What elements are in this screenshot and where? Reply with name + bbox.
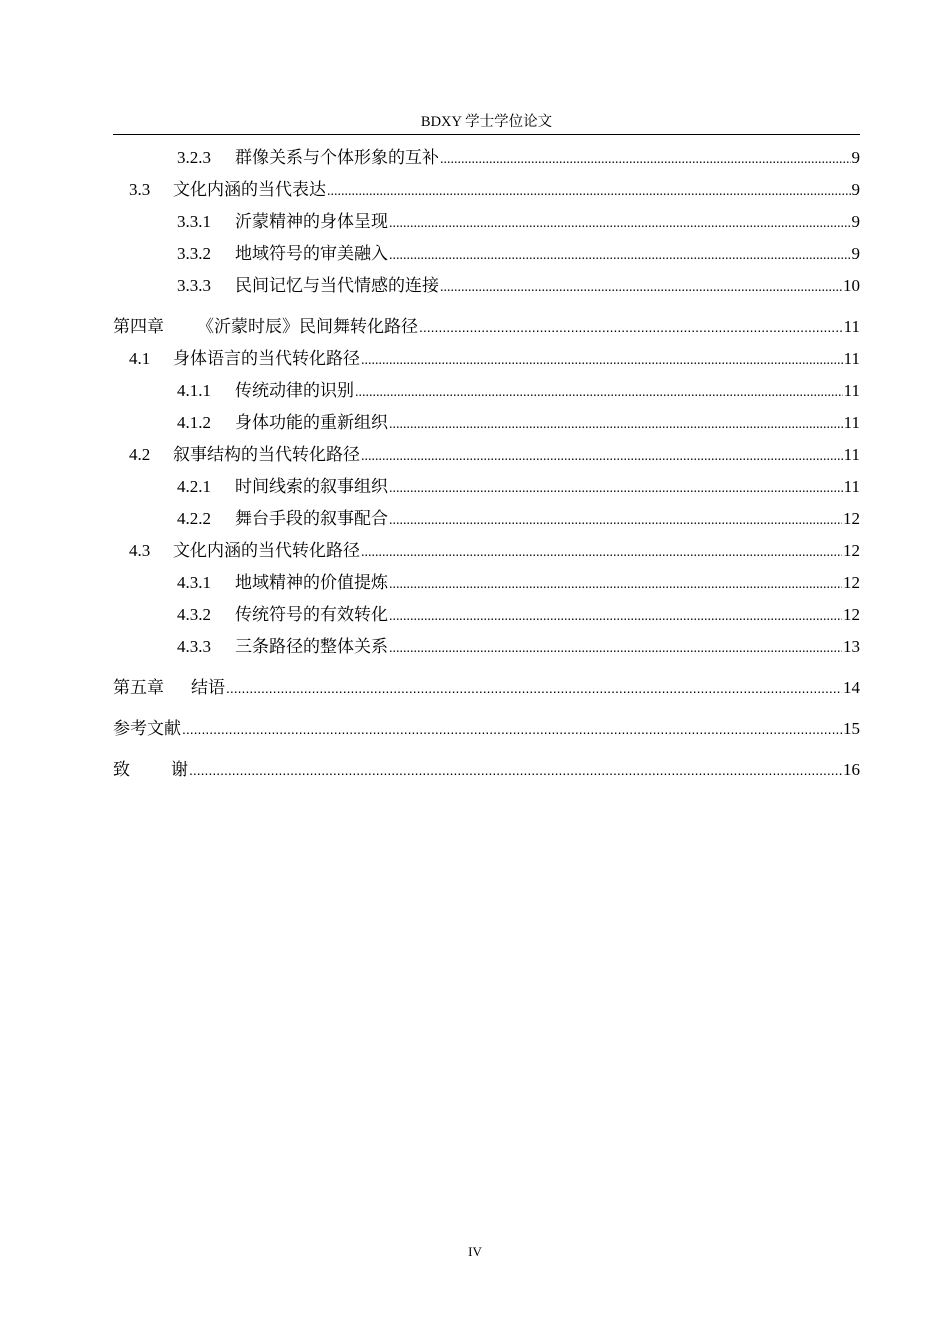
toc-entry-number: 4.1: [129, 349, 151, 368]
toc-entry-title: 叙事结构的当代转化路径: [173, 445, 360, 464]
toc-entry[interactable]: [113, 270, 860, 302]
toc-entry-number: 致: [113, 760, 130, 779]
toc-entry[interactable]: [113, 174, 860, 206]
toc-entry[interactable]: [113, 407, 860, 439]
toc-entry-page: 10: [843, 276, 860, 295]
toc-entry-title: 谢: [171, 760, 188, 779]
toc-dot-leader: [419, 311, 843, 343]
toc-entry-number: 4.2.1: [177, 477, 211, 496]
toc-dot-leader: [389, 601, 842, 633]
toc-entry[interactable]: [113, 471, 860, 503]
toc-entry-number: 4.3: [129, 541, 151, 560]
toc-entry[interactable]: [113, 713, 860, 745]
toc-entry-page: 11: [843, 317, 860, 336]
toc-entry-page: 12: [843, 509, 860, 528]
toc-entry-page: 9: [851, 212, 860, 231]
toc-dot-leader: [389, 208, 851, 240]
toc-entry[interactable]: [113, 311, 860, 343]
toc-entry-title: 文化内涵的当代表达: [173, 180, 326, 199]
toc-entry-number: 3.2.3: [177, 148, 211, 167]
toc-entry[interactable]: [113, 206, 860, 238]
toc-entry-number: 3.3.1: [177, 212, 211, 231]
toc-dot-leader: [440, 144, 851, 176]
toc-entry-page: 11: [843, 413, 860, 432]
toc-entry-title: 三条路径的整体关系: [235, 637, 388, 656]
toc-entry-page: 11: [843, 381, 860, 400]
toc-entry-title: 传统动律的识别: [235, 381, 354, 400]
toc-dot-leader: [226, 672, 842, 704]
toc-entry-title: 《沂蒙时辰》民间舞转化路径: [197, 317, 418, 336]
page-header: [113, 113, 860, 135]
toc-dot-leader: [361, 441, 843, 473]
toc-entry-title: 结语: [191, 678, 225, 697]
toc-entry-number: 第四章: [113, 317, 164, 336]
toc-dot-leader: [389, 633, 842, 665]
toc-entry-page: 13: [843, 637, 860, 656]
toc-entry-title: 地域精神的价值提炼: [235, 573, 388, 592]
toc-entry-title: 身体语言的当代转化路径: [173, 349, 360, 368]
toc-dot-leader: [389, 473, 843, 505]
toc-entry-title: 时间线索的叙事组织: [235, 477, 388, 496]
toc-entry-page: 12: [843, 541, 860, 560]
toc-entry-number: 4.3.3: [177, 637, 211, 656]
toc-entry-page: 16: [843, 760, 860, 779]
toc-entry[interactable]: [113, 631, 860, 663]
toc-dot-leader: [389, 505, 842, 537]
toc-dot-leader: [189, 754, 842, 786]
toc-entry-title: 群像关系与个体形象的互补: [235, 148, 439, 167]
toc-dot-leader: [389, 569, 842, 601]
toc-entry-page: 11: [843, 349, 860, 368]
toc-entry[interactable]: [113, 142, 860, 174]
toc-entry-page: 11: [843, 477, 860, 496]
toc-dot-leader: [440, 272, 842, 304]
toc-dot-leader: [361, 345, 843, 377]
table-of-contents: [113, 142, 860, 786]
toc-dot-leader: [355, 377, 843, 409]
toc-entry-page: 11: [843, 445, 860, 464]
toc-entry-page: 9: [851, 244, 860, 263]
toc-entry[interactable]: [113, 503, 860, 535]
toc-entry[interactable]: [113, 439, 860, 471]
toc-entry-page: 12: [843, 573, 860, 592]
toc-entry-number: 4.1.2: [177, 413, 211, 432]
toc-entry-title: 沂蒙精神的身体呈现: [235, 212, 388, 231]
toc-dot-leader: [182, 713, 842, 745]
toc-entry-number: 3.3.3: [177, 276, 211, 295]
toc-entry-page: 9: [851, 148, 860, 167]
toc-entry-title: 文化内涵的当代转化路径: [173, 541, 360, 560]
toc-entry-number: 4.2.2: [177, 509, 211, 528]
toc-entry-title: 民间记忆与当代情感的连接: [235, 276, 439, 295]
toc-entry[interactable]: [113, 754, 860, 786]
toc-entry-number: 3.3.2: [177, 244, 211, 263]
toc-entry[interactable]: [113, 535, 860, 567]
toc-entry-title: 地域符号的审美融入: [235, 244, 388, 263]
toc-entry-title: 参考文献: [113, 719, 181, 738]
toc-entry-number: 4.2: [129, 445, 151, 464]
toc-entry[interactable]: [113, 343, 860, 375]
toc-entry-number: 4.3.2: [177, 605, 211, 624]
toc-entry-number: 3.3: [129, 180, 151, 199]
toc-entry-page: 9: [851, 180, 860, 199]
header-title: BDXY 学士学位论文: [420, 114, 553, 130]
toc-entry[interactable]: [113, 238, 860, 270]
toc-entry[interactable]: [113, 567, 860, 599]
toc-entry-number: 第五章: [113, 678, 164, 697]
toc-dot-leader: [327, 176, 851, 208]
page-number: IV: [468, 1244, 482, 1259]
toc-dot-leader: [389, 409, 843, 441]
toc-dot-leader: [389, 240, 851, 272]
toc-entry-title: 身体功能的重新组织: [235, 413, 388, 432]
toc-entry-page: 14: [843, 678, 860, 697]
toc-entry[interactable]: [113, 375, 860, 407]
toc-entry-number: 4.1.1: [177, 381, 211, 400]
toc-entry-number: 4.3.1: [177, 573, 211, 592]
toc-entry-title: 传统符号的有效转化: [235, 605, 388, 624]
toc-entry-page: 12: [843, 605, 860, 624]
toc-entry[interactable]: [113, 672, 860, 704]
toc-entry[interactable]: [113, 599, 860, 631]
toc-entry-title: 舞台手段的叙事配合: [235, 509, 388, 528]
toc-dot-leader: [361, 537, 842, 569]
toc-entry-page: 15: [843, 719, 860, 738]
